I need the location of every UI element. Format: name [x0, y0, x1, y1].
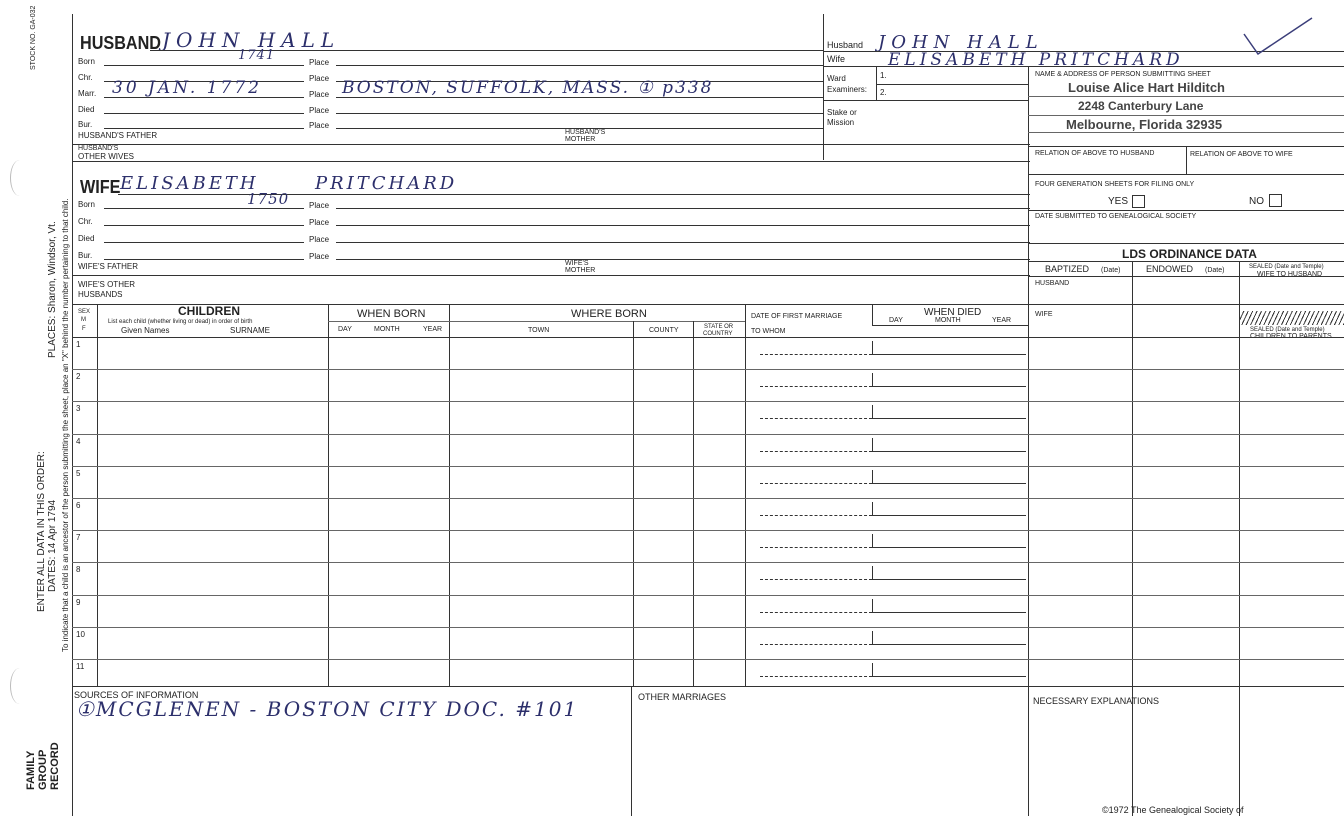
- sealed-wife-husband-label-2: WIFE TO HUSBAND: [1257, 271, 1323, 278]
- given-names-header: Given Names: [121, 326, 170, 335]
- sealed-children-label-2: CHILDREN TO PARENTS: [1250, 333, 1332, 340]
- submitter-name: Louise Alice Hart Hilditch: [1068, 80, 1225, 95]
- husband-marriage-place[interactable]: BOSTON, SUFFOLK, MASS. ① p338: [342, 78, 714, 98]
- child-row-number: 4: [76, 437, 81, 446]
- first-marriage-dashed-line: [760, 354, 872, 355]
- four-gen-no-label: NO: [1249, 196, 1264, 207]
- baptized-date-label: (Date): [1101, 267, 1121, 274]
- wife-other-husbands-label-2: HUSBANDS: [78, 290, 123, 299]
- sealed-hatched-area: [1240, 311, 1344, 325]
- wife-birth-year[interactable]: 1750: [247, 190, 290, 208]
- wife-born-place-label: Place: [309, 201, 330, 210]
- husband-birth-year[interactable]: 1741: [238, 48, 276, 63]
- child-row-divider: [72, 595, 1344, 596]
- state-header-2: COUNTRY: [703, 331, 733, 337]
- first-marriage-dashed-line: [760, 418, 872, 419]
- lds-wife-label: WIFE: [1035, 311, 1053, 318]
- child-row-number: 1: [76, 340, 81, 349]
- husband-chr-place-label: Place: [309, 74, 330, 83]
- to-whom-header: TO WHOM: [751, 328, 786, 335]
- wife-heading: WIFE: [80, 177, 121, 197]
- first-marriage-dashed-line: [760, 579, 872, 580]
- four-gen-yes-checkbox[interactable]: [1132, 195, 1145, 208]
- child-row-number: 7: [76, 533, 81, 542]
- child-row-number: 10: [76, 630, 85, 639]
- county-header: COUNTY: [649, 327, 679, 334]
- where-born-header: WHERE BORN: [571, 308, 647, 320]
- relation-to-wife-label: RELATION OF ABOVE TO WIFE: [1190, 151, 1293, 158]
- sources-label: SOURCES OF INFORMATION: [74, 690, 199, 700]
- checkmark-icon: [1236, 14, 1316, 60]
- died-month-header: MONTH: [935, 317, 961, 324]
- when-died-header: WHEN DIED: [924, 307, 982, 318]
- sex-label: SEX: [78, 309, 91, 315]
- when-died-line: [872, 483, 1026, 484]
- main-left-border: [72, 14, 73, 816]
- child-row-number: 3: [76, 404, 81, 413]
- wife-died-label: Died: [78, 234, 95, 243]
- lds-title: LDS ORDINANCE DATA: [1122, 247, 1257, 261]
- husband-chr-label: Chr.: [78, 73, 93, 82]
- child-row-divider: [72, 498, 1344, 499]
- stake-label-1: Stake or: [827, 108, 857, 117]
- husband-born-place-label: Place: [309, 58, 330, 67]
- endowed-date-label: (Date): [1205, 267, 1225, 274]
- four-gen-no-checkbox[interactable]: [1269, 194, 1282, 207]
- ward-label: Ward: [827, 74, 846, 83]
- header-husband-label: Husband: [827, 40, 864, 50]
- when-died-line: [872, 612, 1026, 613]
- child-row-number: 11: [76, 662, 85, 671]
- header-wife-label: Wife: [827, 54, 845, 64]
- died-day-header: DAY: [889, 317, 903, 324]
- submitter-label: NAME & ADDRESS OF PERSON SUBMITTING SHEET: [1035, 71, 1211, 78]
- child-row-divider: [72, 466, 1344, 467]
- state-header-1: STATE OR: [704, 324, 734, 330]
- wife-bur-label: Bur.: [78, 251, 93, 260]
- when-died-line: [872, 547, 1026, 548]
- submitter-street: 2248 Canterbury Lane: [1078, 99, 1204, 113]
- husband-bur-label: Bur.: [78, 120, 93, 129]
- examiners-label: Examiners:: [827, 85, 868, 94]
- born-day-header: DAY: [338, 326, 352, 333]
- sealed-children-label-1: SEALED (Date and Temple): [1250, 327, 1325, 333]
- first-marriage-header: DATE OF FIRST MARRIAGE: [751, 313, 843, 320]
- town-header: TOWN: [528, 327, 550, 334]
- husband-other-wives-label-2: OTHER WIVES: [78, 152, 135, 161]
- husband-bur-place-label: Place: [309, 121, 330, 130]
- husband-marriage-date[interactable]: 30 JAN. 1772: [112, 78, 262, 98]
- first-marriage-dashed-line: [760, 612, 872, 613]
- died-year-header: YEAR: [992, 317, 1012, 324]
- husband-name[interactable]: JOHN HALL: [162, 28, 341, 52]
- wife-father-label: WIFE'S FATHER: [78, 262, 139, 271]
- when-died-bracket: [872, 373, 873, 386]
- header-divider: [823, 14, 824, 160]
- child-row-divider: [72, 659, 1344, 660]
- first-marriage-dashed-line: [760, 515, 872, 516]
- husband-born-label: Born: [78, 57, 95, 66]
- relation-to-husband-label: RELATION OF ABOVE TO HUSBAND: [1035, 150, 1155, 157]
- examiner-1-label: 1.: [880, 71, 887, 80]
- form-title-line2: GROUP: [37, 749, 49, 790]
- husband-died-label: Died: [78, 105, 95, 114]
- stock-number: STOCK NO. GA-032: [30, 5, 37, 70]
- child-row-divider: [72, 434, 1344, 435]
- when-died-bracket: [872, 438, 873, 451]
- when-born-header: WHEN BORN: [357, 308, 426, 320]
- ancestor-instruction: To indicate that a child is an ancestor of the person submitting the sheet, place an "X" behind the number pertaining to that child.: [61, 198, 70, 652]
- other-marriages-label: OTHER MARRIAGES: [638, 692, 727, 702]
- sex-f-label: F: [82, 326, 86, 332]
- husband-mother-label-2: MOTHER: [565, 136, 596, 143]
- when-died-line: [872, 515, 1026, 516]
- husband-heading: HUSBAND: [80, 33, 161, 53]
- first-marriage-dashed-line: [760, 644, 872, 645]
- wife-first-name[interactable]: ELISABETH: [120, 173, 259, 194]
- binding-hole-top: [10, 160, 29, 196]
- wife-chr-label: Chr.: [78, 217, 93, 226]
- when-died-line: [872, 386, 1026, 387]
- born-month-header: MONTH: [374, 326, 400, 333]
- when-died-bracket: [872, 470, 873, 483]
- sources-text[interactable]: ①MCGLENEN - BOSTON CITY DOC. #101: [76, 697, 579, 721]
- first-marriage-dashed-line: [760, 676, 872, 677]
- sex-m-label: M: [81, 317, 86, 323]
- header-wife-name[interactable]: ELISABETH PRITCHARD: [888, 50, 1184, 70]
- examiner-2-label: 2.: [880, 88, 887, 97]
- child-row-number: 6: [76, 501, 81, 510]
- child-row-divider: [72, 562, 1344, 563]
- four-generation-label: FOUR GENERATION SHEETS FOR FILING ONLY: [1035, 181, 1195, 188]
- husband-father-label: HUSBAND'S FATHER: [78, 131, 158, 140]
- first-marriage-dashed-line: [760, 483, 872, 484]
- when-died-line: [872, 579, 1026, 580]
- when-died-line: [872, 644, 1026, 645]
- wife-mother-label-1: WIFE'S: [565, 260, 589, 267]
- wife-chr-place-label: Place: [309, 218, 330, 227]
- child-row-divider: [72, 401, 1344, 402]
- lds-husband-label: HUSBAND: [1035, 280, 1070, 287]
- child-row-number: 9: [76, 598, 81, 607]
- husband-died-place-label: Place: [309, 106, 330, 115]
- form-title-line3: RECORD: [49, 742, 61, 790]
- wife-born-label: Born: [78, 200, 95, 209]
- when-died-bracket: [872, 534, 873, 547]
- binding-hole-bottom: [10, 668, 29, 704]
- submitter-city: Melbourne, Florida 32935: [1066, 117, 1223, 132]
- baptized-label: BAPTIZED: [1045, 264, 1090, 274]
- form-title-line1: FAMILY: [25, 750, 37, 790]
- child-row-divider: [72, 530, 1344, 531]
- wife-died-place-label: Place: [309, 235, 330, 244]
- wife-mother-label-2: MOTHER: [565, 267, 596, 274]
- right-column-divider: [1028, 66, 1029, 816]
- when-died-bracket: [872, 341, 873, 354]
- date-format-example: DATES: 14 Apr 1794: [47, 499, 58, 592]
- child-row-number: 8: [76, 565, 81, 574]
- husband-marr-label: Marr.: [78, 89, 97, 98]
- four-gen-yes-label: YES: [1108, 196, 1129, 207]
- husband-other-wives-label-1: HUSBAND'S: [78, 145, 119, 152]
- first-marriage-dashed-line: [760, 547, 872, 548]
- when-died-bracket: [872, 631, 873, 644]
- place-format-example: PLACES: Sharon, Windsor, Vt.: [47, 221, 58, 358]
- when-died-bracket: [872, 405, 873, 418]
- child-row-number: 5: [76, 469, 81, 478]
- wife-bur-place-label: Place: [309, 252, 330, 261]
- when-died-line: [872, 418, 1026, 419]
- when-died-bracket: [872, 566, 873, 579]
- children-title: CHILDREN: [178, 304, 240, 318]
- wife-other-husbands-label-1: WIFE'S OTHER: [78, 280, 136, 289]
- when-died-line: [872, 451, 1026, 452]
- born-year-header: YEAR: [423, 326, 443, 333]
- sealed-wife-husband-label-1: SEALED (Date and Temple): [1249, 264, 1324, 270]
- husband-marr-place-label: Place: [309, 90, 330, 99]
- first-marriage-dashed-line: [760, 451, 872, 452]
- header-husband-name[interactable]: JOHN HALL: [878, 32, 1044, 53]
- endowed-label: ENDOWED: [1146, 264, 1193, 274]
- child-row-divider: [72, 627, 1344, 628]
- children-instructions: List each child (whether living or dead) in order of birth: [108, 319, 253, 325]
- husband-mother-label-1: HUSBAND'S: [565, 129, 606, 136]
- necessary-explanations-label: NECESSARY EXPLANATIONS: [1033, 696, 1160, 706]
- copyright-text: ©1972 The Genealogical Society of: [1102, 805, 1244, 815]
- stake-label-2: Mission: [827, 118, 855, 127]
- when-died-bracket: [872, 599, 873, 612]
- date-submitted-label: DATE SUBMITTED TO GENEALOGICAL SOCIETY: [1035, 213, 1197, 220]
- order-instruction: ENTER ALL DATA IN THIS ORDER:: [36, 451, 47, 612]
- first-marriage-dashed-line: [760, 386, 872, 387]
- when-died-line: [872, 354, 1026, 355]
- surname-header: SURNAME: [230, 326, 271, 335]
- child-row-divider: [72, 369, 1344, 370]
- wife-surname[interactable]: PRITCHARD: [315, 173, 458, 194]
- child-row-number: 2: [76, 372, 81, 381]
- when-died-line: [872, 676, 1026, 677]
- when-died-bracket: [872, 502, 873, 515]
- when-died-bracket: [872, 663, 873, 676]
